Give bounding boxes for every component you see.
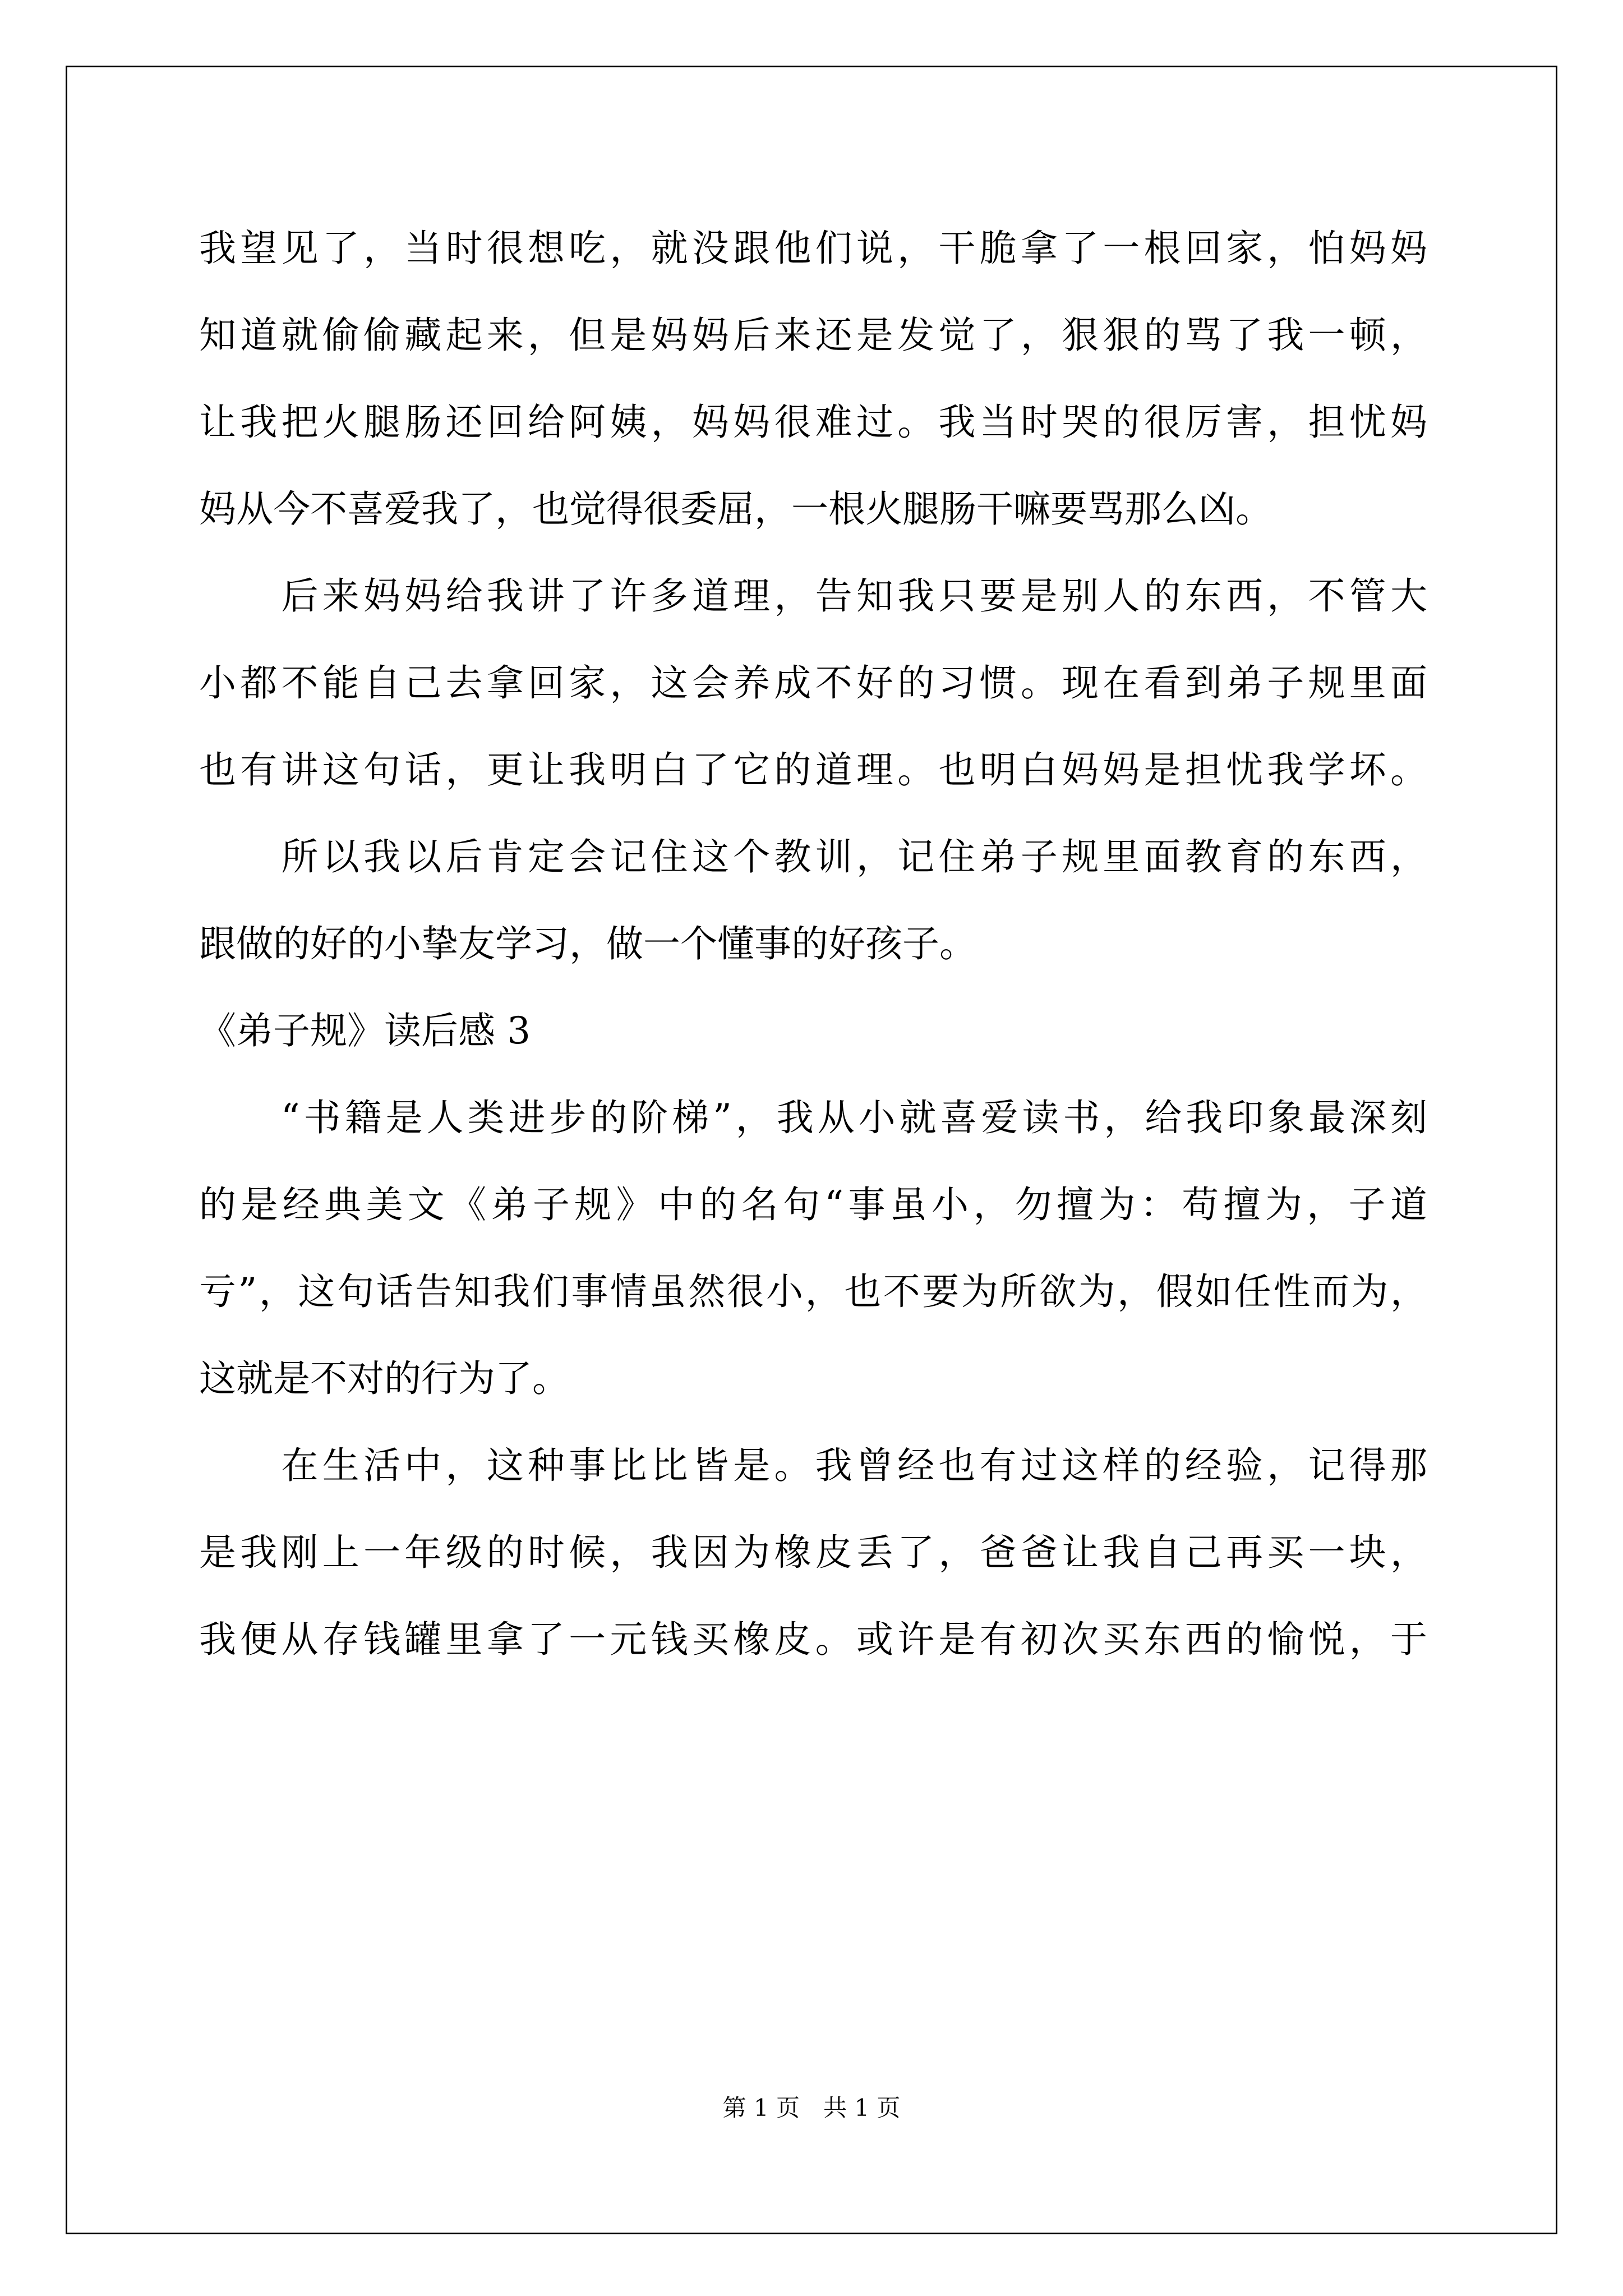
text-line: 这就是不对的行为了。: [199, 1357, 569, 1400]
text-line: 让我把火腿肠还回给阿姨，妈妈很难过。我当时哭的很厉害，担忧妈: [199, 401, 1427, 444]
text-line: 知道就偷偷藏起来，但是妈妈后来还是发觉了，狠狠的骂了我一顿，: [199, 314, 1427, 357]
page-border: [66, 66, 1557, 2234]
text-line: 我便从存钱罐里拿了一元钱买橡皮。或许是有初次买东西的愉悦，于: [199, 1618, 1427, 1661]
text-line: 我望见了，当时很想吃，就没跟他们说，干脆拿了一根回家，怕妈妈: [199, 227, 1427, 270]
text-line: 妈从今不喜爱我了，也觉得很委屈，一根火腿肠干嘛要骂那么凶。: [199, 487, 1272, 531]
paragraph-start-line: 所以我以后肯定会记住这个教训，记住弟子规里面教育的东西，: [199, 835, 1427, 878]
paragraph-start-line: “书籍是人类进步的阶梯”，我从小就喜爱读书，给我印象最深刻: [199, 1096, 1427, 1139]
text-line: 跟做的好的小挚友学习，做一个懂事的好孩子。: [199, 922, 976, 965]
paragraph-start-line: 后来妈妈给我讲了许多道理，告知我只要是别人的东西，不管大: [199, 574, 1427, 618]
text-line: 是我刚上一年级的时候，我因为橡皮丢了，爸爸让我自己再买一块，: [199, 1531, 1427, 1574]
paragraph-start-line: 在生活中，这种事比比皆是。我曾经也有过这样的经验，记得那: [199, 1444, 1427, 1487]
text-line: 小都不能自己去拿回家，这会养成不好的习惯。现在看到弟子规里面: [199, 661, 1427, 705]
text-line: 也有讲这句话，更让我明白了它的道理。也明白妈妈是担忧我学坏。: [199, 748, 1427, 792]
text-line: 亏”，这句话告知我们事情虽然很小，也不要为所欲为，假如任性而为，: [199, 1270, 1427, 1313]
page-footer: 第 1 页 共 1 页: [722, 2094, 901, 2122]
section-heading: 《弟子规》读后感 3: [199, 1009, 531, 1052]
text-line: 的是经典美文《弟子规》中的名句“事虽小，勿擅为：苟擅为，子道: [199, 1183, 1427, 1226]
